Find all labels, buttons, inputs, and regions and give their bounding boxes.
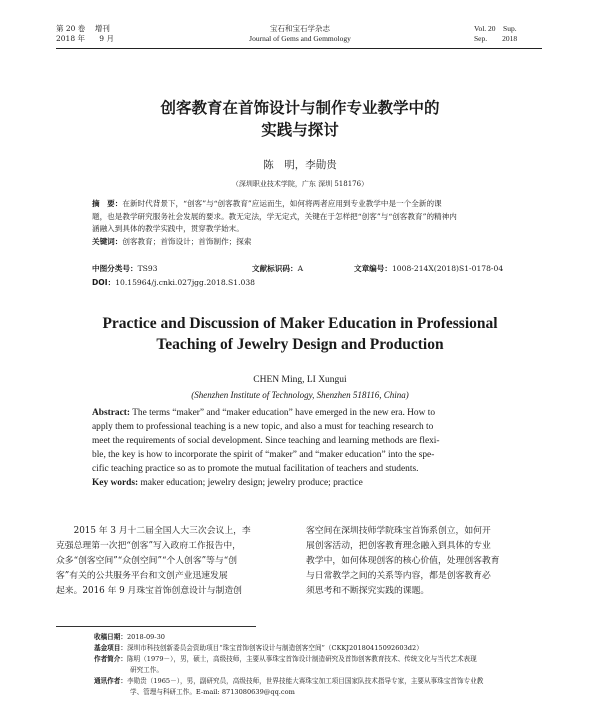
keywords-cn-label: 关键词： (92, 236, 123, 246)
footnote-received (94, 632, 544, 643)
author-line: 陈明（1979－），男，硕士，高级技师，主要从事珠宝首饰设计制造研究及首饰创客教育技术、传统文化与当代艺术表现 (126, 655, 477, 663)
body-line: 客空间在深圳技师学院珠宝首饰系创立，如何开 (306, 526, 491, 536)
fund-label: 基金项目： (94, 644, 127, 652)
abstract-cn-line: 题，也是教学研究服务社会发展的要求。教无定法，学无定式，关键在于怎样把“创客”与“创客教育”的精神内 (92, 211, 457, 221)
header-supp-en: Sup. (503, 24, 517, 33)
body-line: 克强总理第一次把“创客”写入政府工作报告中， (56, 541, 241, 551)
header-journal-cn: 宝石和宝石学杂志 (270, 24, 330, 33)
title-en-line-2: Teaching of Jewelry Design and Production (156, 336, 444, 353)
footnote-corresponding (94, 676, 544, 687)
abstract-en-line: apply them to professional teaching is a new topic, and also a must for teaching research to (92, 422, 434, 432)
doi (92, 277, 255, 290)
article-number-value: 1008-214X(2018)S1-0178-04 (391, 264, 504, 273)
authors-cn: 陈 明，李勋贵 (263, 159, 337, 171)
footnote-author (94, 654, 544, 665)
author-label: 作者简介： (94, 655, 127, 663)
footnote-rule (56, 626, 256, 627)
doi-label: DOI： (92, 278, 116, 287)
document-code-label: 文献标识码： (252, 264, 298, 273)
document-code (252, 263, 303, 276)
abstract-cn-line: 涵融入到具体的教学实践中，贯穿教学始末。 (92, 224, 244, 233)
abstract-cn (92, 198, 512, 248)
abstract-cn-line: 在新时代背景下，“创客”与“创客教育”应运而生，如何将两者应用到专业教学中是一个全新的课 (122, 199, 442, 208)
abstract-cn-label: 摘 要： (92, 199, 123, 208)
header-year-en: 2018 (502, 34, 518, 43)
footnotes (94, 632, 544, 698)
abstract-en-line: meet the requirements of social development. Since teaching and learning methods are flexi- (92, 436, 440, 446)
article-number-label: 文章编号： (354, 264, 392, 273)
affiliation-cn: （深圳职业技术学院，广东 深圳 518176） (231, 180, 369, 188)
clc-number (92, 263, 158, 276)
corr-line: 学、管理与科研工作。E-mail: 8713080639@qq.com (130, 688, 295, 696)
clc-label: 中图分类号： (92, 264, 138, 273)
corr-line: 李勋贵（1965－），男，副研究员，高级技师，世界技能大赛珠宝加工项目国家队技术指导专家，主要从事珠宝首饰专业教 (126, 677, 484, 685)
body-line: 起来。2016 年 9 月珠宝首饰创意设计与制造创 (56, 586, 242, 596)
abstract-en (92, 406, 512, 490)
fund-text: 深圳市科技创新委员会资助项目“珠宝首饰创客设计与制造创客空间”（CKKJ20180415092603d2） (126, 644, 423, 652)
corr-label: 通讯作者： (94, 677, 127, 685)
article-number (354, 263, 503, 276)
header-rule (56, 48, 542, 49)
body-line: 展创客活动，把创客教育理念融入到具体的专业 (306, 541, 491, 551)
keywords-en-label: Key words: (92, 478, 139, 488)
body-line: 客”有关的公共服务平台和文创产业迅速发展 (56, 571, 228, 581)
body-line: 与日常教学之间的关系等内容，都是创客教育必 (306, 571, 491, 581)
abstract-en-label: Abstract: (92, 408, 131, 418)
affiliation-en: (Shenzhen Institute of Technology, Shenzhen 518116, China) (191, 390, 409, 400)
header-vol-en: Vol. 20 (474, 24, 496, 33)
title-en-line-1: Practice and Discussion of Maker Education in Professional (102, 315, 498, 332)
body-column-right (306, 524, 546, 599)
body-column-left (56, 524, 296, 599)
abstract-en-line: ble, the key is how to incorporate the spirit of “maker” and “maker education” into the spe- (92, 450, 435, 460)
keywords-cn: 创客教育；首饰设计；首饰制作；探索 (122, 236, 252, 246)
header-month-cn: 9 月 (99, 34, 114, 43)
title-cn-line-1: 创客教育在首饰设计与制作专业教学中的 (160, 99, 440, 117)
doi-value: 10.15964/j.cnki.027jgg.2018.S1.038 (115, 278, 256, 287)
abstract-en-line: The terms “maker” and “maker education” have emerged in the new era. How to (130, 408, 436, 418)
keywords-en: maker education; jewelry design; jewelry produce; practice (138, 478, 363, 488)
document-code-value: A (297, 264, 304, 273)
received-label: 收稿日期： (94, 633, 127, 641)
body-line: 2015 年 3 月十二届全国人大三次会议上，李 (56, 526, 251, 536)
header-vol-cn: 第 20 卷 (56, 24, 86, 33)
body-line: 须思考和不断探究实践的课题。 (306, 586, 430, 596)
title-cn-line-2: 实践与探讨 (261, 121, 339, 139)
body-line: 教学中，如何体现创客的核心价值，处理创客教育 (306, 556, 500, 566)
header-supp-cn: 增刊 (94, 24, 110, 33)
received-date: 2018-09-30 (126, 633, 165, 641)
author-line: 研究工作。 (130, 666, 163, 674)
header-month-en: Sep. (474, 34, 488, 43)
clc-value: TS93 (137, 264, 158, 273)
abstract-en-line: cific teaching practice so as to promote the mutual facilitation of teachers and students. (92, 464, 419, 474)
authors-en: CHEN Ming, LI Xungui (253, 375, 347, 385)
footnote-fund (94, 643, 544, 654)
header-year-cn: 2018 年 (56, 34, 85, 43)
header-volume-en (474, 24, 517, 44)
header-journal-en: Journal of Gems and Gemmology (249, 34, 351, 43)
body-line: 众多“创客空间”“众创空间”“个人创客”等与“创 (56, 556, 238, 566)
